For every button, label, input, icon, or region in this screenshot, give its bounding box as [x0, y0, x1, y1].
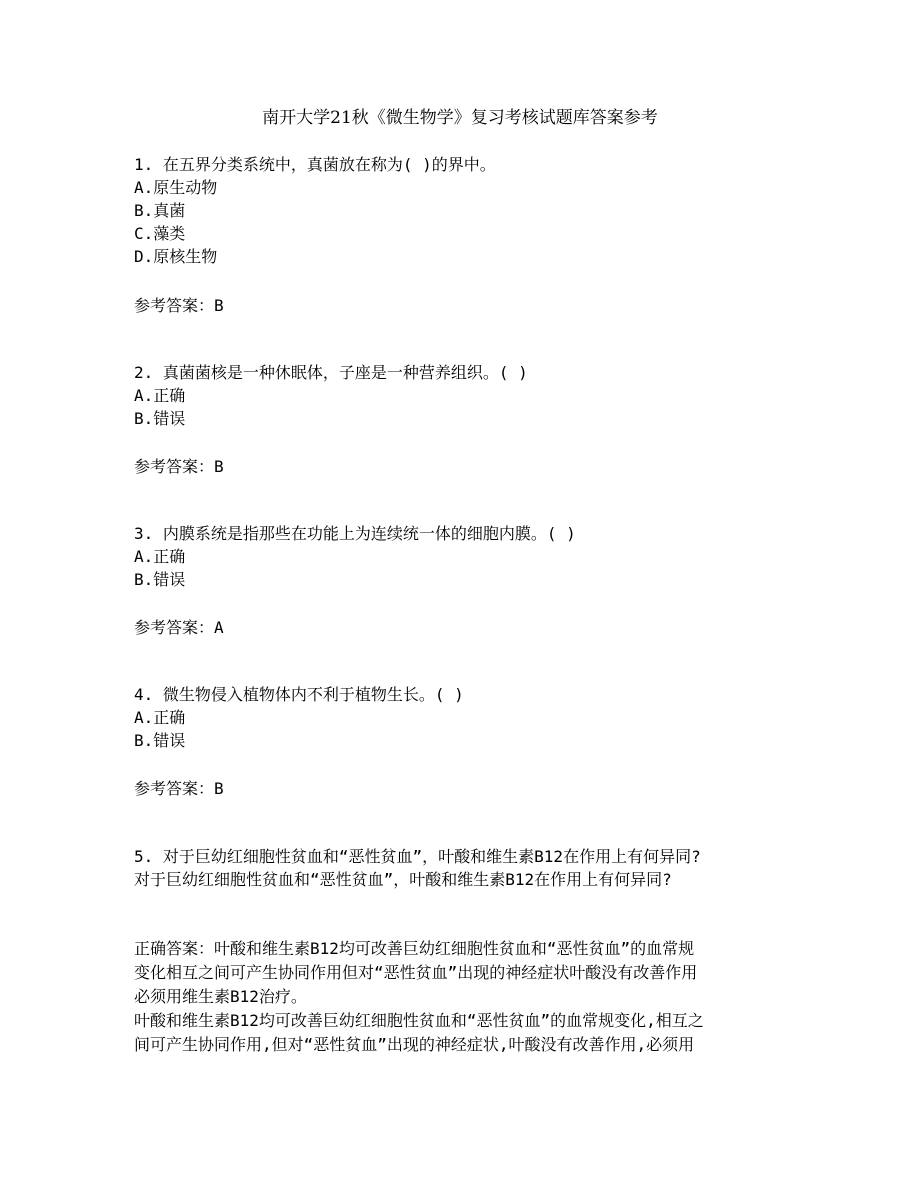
question-1-option-d: D.原核生物 — [134, 247, 218, 266]
question-2-option-a: A.正确 — [134, 386, 186, 405]
question-5-answer-line-1: 正确答案：叶酸和维生素B12均可改善巨幼红细胞性贫血和“恶性贫血”的血常规 — [134, 939, 695, 958]
question-2-option-b: B.错误 — [134, 409, 186, 428]
question-2-text: 2. 真菌菌核是一种休眠体，子座是一种营养组织。( ) — [134, 363, 528, 382]
question-5-explanation-line-2: 间可产生协同作用,但对“恶性贫血”出现的神经症状,叶酸没有改善作用,必须用 — [134, 1035, 695, 1054]
question-1-option-b: B.真菌 — [134, 201, 186, 220]
question-5-text-repeat: 对于巨幼红细胞性贫血和“恶性贫血”，叶酸和维生素B12在作用上有何异同? — [134, 870, 672, 889]
question-5-explanation-line-1: 叶酸和维生素B12均可改善巨幼红细胞性贫血和“恶性贫血”的血常规变化,相互之 — [134, 1011, 704, 1030]
question-5-answer-line-3: 必须用维生素B12治疗。 — [134, 987, 307, 1006]
question-5-answer-line-2: 变化相互之间可产生协同作用但对“恶性贫血”出现的神经症状叶酸没有改善作用 — [134, 963, 698, 982]
question-4-text: 4. 微生物侵入植物体内不利于植物生长。( ) — [134, 685, 464, 704]
question-4-answer: 参考答案：B — [134, 779, 224, 798]
question-1-option-c: C.藻类 — [134, 224, 186, 243]
question-1-answer: 参考答案：B — [134, 296, 224, 315]
question-3-answer: 参考答案：A — [134, 618, 224, 637]
question-4-option-a: A.正确 — [134, 708, 186, 727]
question-5-text: 5. 对于巨幼红细胞性贫血和“恶性贫血”，叶酸和维生素B12在作用上有何异同? — [134, 847, 701, 866]
question-2-answer: 参考答案：B — [134, 457, 224, 476]
question-3-option-a: A.正确 — [134, 547, 186, 566]
question-3-text: 3. 内膜系统是指那些在功能上为连续统一体的细胞内膜。( ) — [134, 524, 576, 543]
question-1-text: 1. 在五界分类系统中，真菌放在称为( )的界中。 — [134, 155, 496, 174]
question-1-option-a: A.原生动物 — [134, 178, 218, 197]
question-3-option-b: B.错误 — [134, 570, 186, 589]
document-title: 南开大学21秋《微生物学》复习考核试题库答案参考 — [262, 108, 658, 128]
question-4-option-b: B.错误 — [134, 731, 186, 750]
